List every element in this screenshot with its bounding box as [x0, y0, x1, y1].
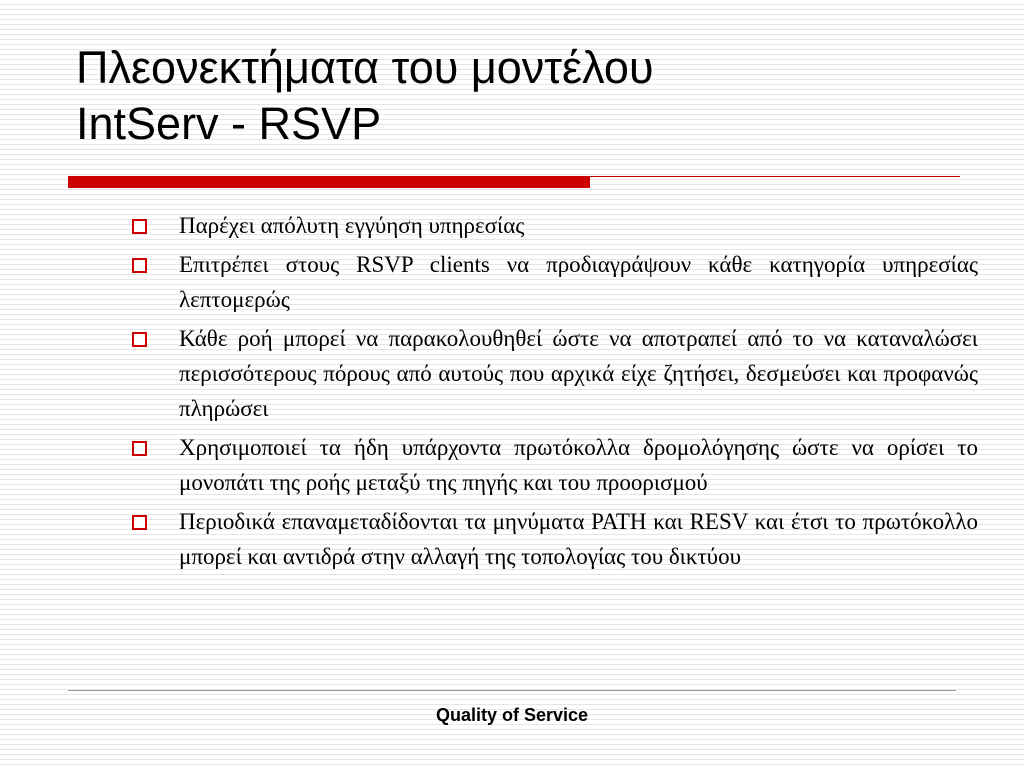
- title-divider: [68, 176, 960, 188]
- bullet-text: Κάθε ροή μπορεί να παρακολουθηθεί ώστε να αποτραπεί από το να καταναλώσει περισσότερους πόρους από αυτούς που αρχικά είχε ζητήσει, δεσμεύσει και προφανώς πληρώσει: [179, 326, 978, 421]
- title-divider-thin-line: [590, 176, 960, 177]
- footer-text: Quality of Service: [435, 705, 589, 725]
- bullet-text: Περιοδικά επαναμεταδίδονται τα μηνύματα PATH και RESV και έτσι το πρωτόκολλο μπορεί και αντιδρά στην αλλαγή της τοπολογίας του δικτύου: [179, 509, 978, 569]
- bullet-item: [132, 321, 978, 426]
- hollow-square-icon: [132, 258, 147, 273]
- bullet-item: [132, 208, 978, 243]
- bullet-text: Επιτρέπει στους RSVP clients να προδιαγράψουν κάθε κατηγορία υπηρεσίας λεπτομερώς: [179, 252, 978, 312]
- bullet-item: [132, 430, 978, 500]
- hollow-square-icon: [132, 332, 147, 347]
- title-line-2: IntServ - RSVP: [76, 98, 382, 149]
- bullet-item: [132, 247, 978, 317]
- title-divider-red-bar: [68, 176, 590, 188]
- hollow-square-icon: [132, 441, 147, 456]
- bullet-text: Παρέχει απόλυτη εγγύηση υπηρεσίας: [179, 213, 525, 238]
- bullet-list: [132, 208, 978, 578]
- hollow-square-icon: [132, 219, 147, 234]
- title-line-1: Πλεονεκτήματα του μοντέλου: [76, 42, 654, 93]
- bullet-text: Χρησιμοποιεί τα ήδη υπάρχοντα πρωτόκολλα δρομολόγησης ώστε να ορίσει το μονοπάτι της ροής μεταξύ της πηγής και του προορισμού: [179, 435, 978, 495]
- hollow-square-icon: [132, 515, 147, 530]
- bullet-item: [132, 504, 978, 574]
- footer-divider: [68, 690, 956, 691]
- slide-title: [76, 40, 976, 152]
